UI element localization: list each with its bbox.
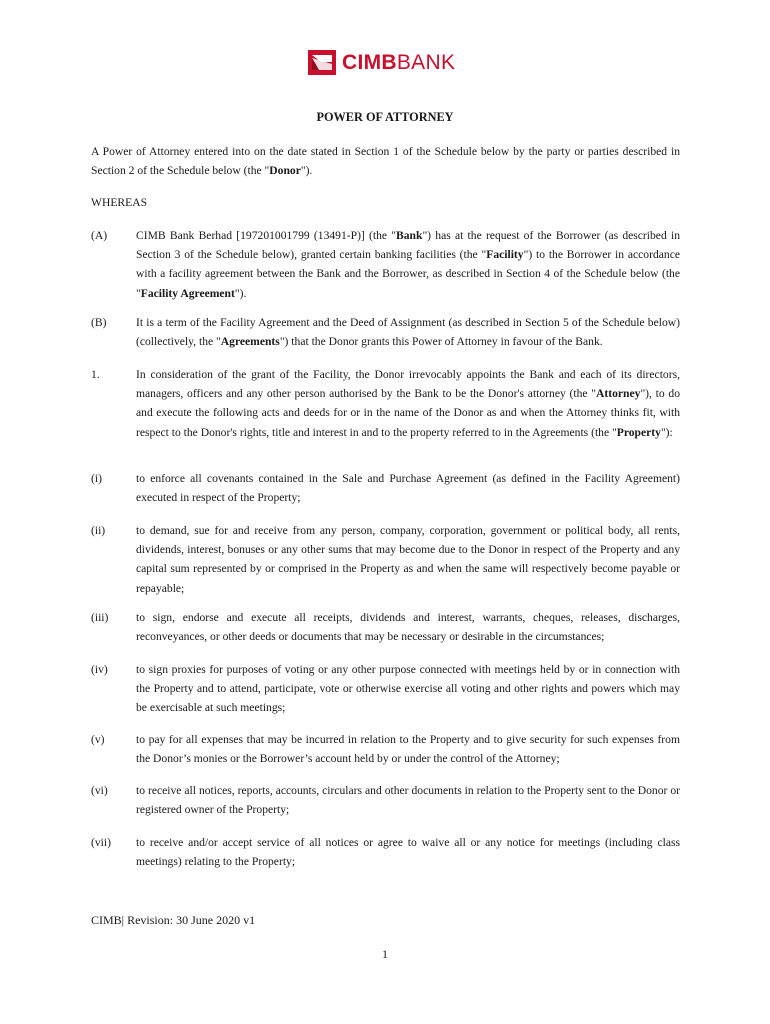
intro-paragraph [91,142,680,180]
intro-pre: A Power of Attorney entered into on the date stated in Section 1 of the Schedule below by the party or parties described in Section 2 of the Schedule below (the " [91,145,680,178]
item-label: (vi) [91,784,108,797]
defined-term: Attorney [596,387,641,401]
intro-bold: Donor [269,164,301,178]
brand-name [342,52,455,73]
text-run: ") has at the request of the Borrower (as described in Section 3 of the Schedule below), granted certain banking facilities (the " [136,229,680,262]
recital-label: (A) [91,229,108,242]
page-number: 1 [382,947,388,961]
text-run: ") to the Borrower in accordance with a facility agreement between the Bank and the Borrower, as described in Section 4 of the Schedule below (the " [136,248,680,300]
whereas-heading: WHEREAS [91,196,148,209]
item-label: (i) [91,472,102,485]
text-run: CIMB Bank Berhad [197201001799 (13491-P)] (the " [136,229,397,242]
clause-text [136,365,680,442]
cimb-bank-logo [308,47,455,77]
defined-term: Agreements [220,335,280,349]
item-text: to demand, sue for and receive from any person, company, corporation, government or political body, all rents, dividends, interest, bonuses or any other sums that may become due to the Donor in respect of the Property and any capital sum represented by or comprised in the Property as and when the same will respectively become payable or repayable; [136,524,680,595]
revision-footer: CIMB| Revision: 30 June 2020 v1 [91,913,256,927]
item-text: to sign proxies for purposes of voting or any other purpose connected with meetings held by or in connection with the Property and to attend, participate, vote or otherwise exercise all voting and other rights and powers which may be exercisable at such meetings; [136,663,680,715]
text-run: "). [234,286,247,300]
brand-name-regular: BANK [396,50,456,74]
item-text: to pay for all expenses that may be incurred in relation to the Property and to give security for such expenses from the Donor’s monies or the Borrower’s account held by or under the control of the Attorney; [136,733,680,766]
defined-term: Property [616,425,661,439]
clause-label: 1. [91,368,100,381]
text-run: In consideration of the grant of the Facility, the Donor irrevocably appoints the Bank and each of its directors, managers, officers and any other person authorised by the Bank to be the Donor's attorney (the " [136,368,680,401]
document-title: POWER OF ATTORNEY [316,110,454,124]
text-run: "), to do and execute the following acts and deeds for or in the name of the Donor as and when the Attorney thinks fit, with respect to the Donor's rights, title and interest in and to the property referred to in the Agreements (the " [136,387,680,439]
item-text: to sign, endorse and execute all receipts, dividends and interest, warrants, cheques, releases, discharges, reconveyances, or other deeds or documents that may be necessary or desirable in the circumstances; [136,611,680,644]
text-run: It is a term of the Facility Agreement and the Deed of Assignment (as described in Section 5 of the Schedule below) (collectively, the " [136,316,680,349]
recital-text [136,313,680,351]
item-text: to receive all notices, reports, accounts, circulars and other documents in relation to the Property sent to the Donor or registered owner of the Property; [136,784,680,817]
defined-term: Bank [396,229,423,242]
item-label: (vii) [91,836,111,849]
item-label: (ii) [91,524,106,537]
text-run: ") that the Donor grants this Power of Attorney in favour of the Bank. [279,335,603,349]
defined-term: Facility Agreement [140,286,235,300]
brand-name-bold: CIMB [342,50,397,74]
item-label: (v) [91,733,105,746]
defined-term: Facility [486,248,524,262]
text-run: "): [660,425,673,439]
recital-text [136,226,680,303]
item-label: (iii) [91,611,109,624]
item-text: to enforce all covenants contained in the Sale and Purchase Agreement (as defined in the Facility Agreement) executed in respect of the Property; [136,472,680,505]
cimb-logo-icon [308,50,336,75]
item-label: (iv) [91,663,108,676]
item-text: to receive and/or accept service of all notices or agree to waive all or any notice for meetings (including class meetings) relating to the Property; [136,836,680,869]
recital-label: (B) [91,316,107,329]
intro-post: "). [300,164,313,178]
